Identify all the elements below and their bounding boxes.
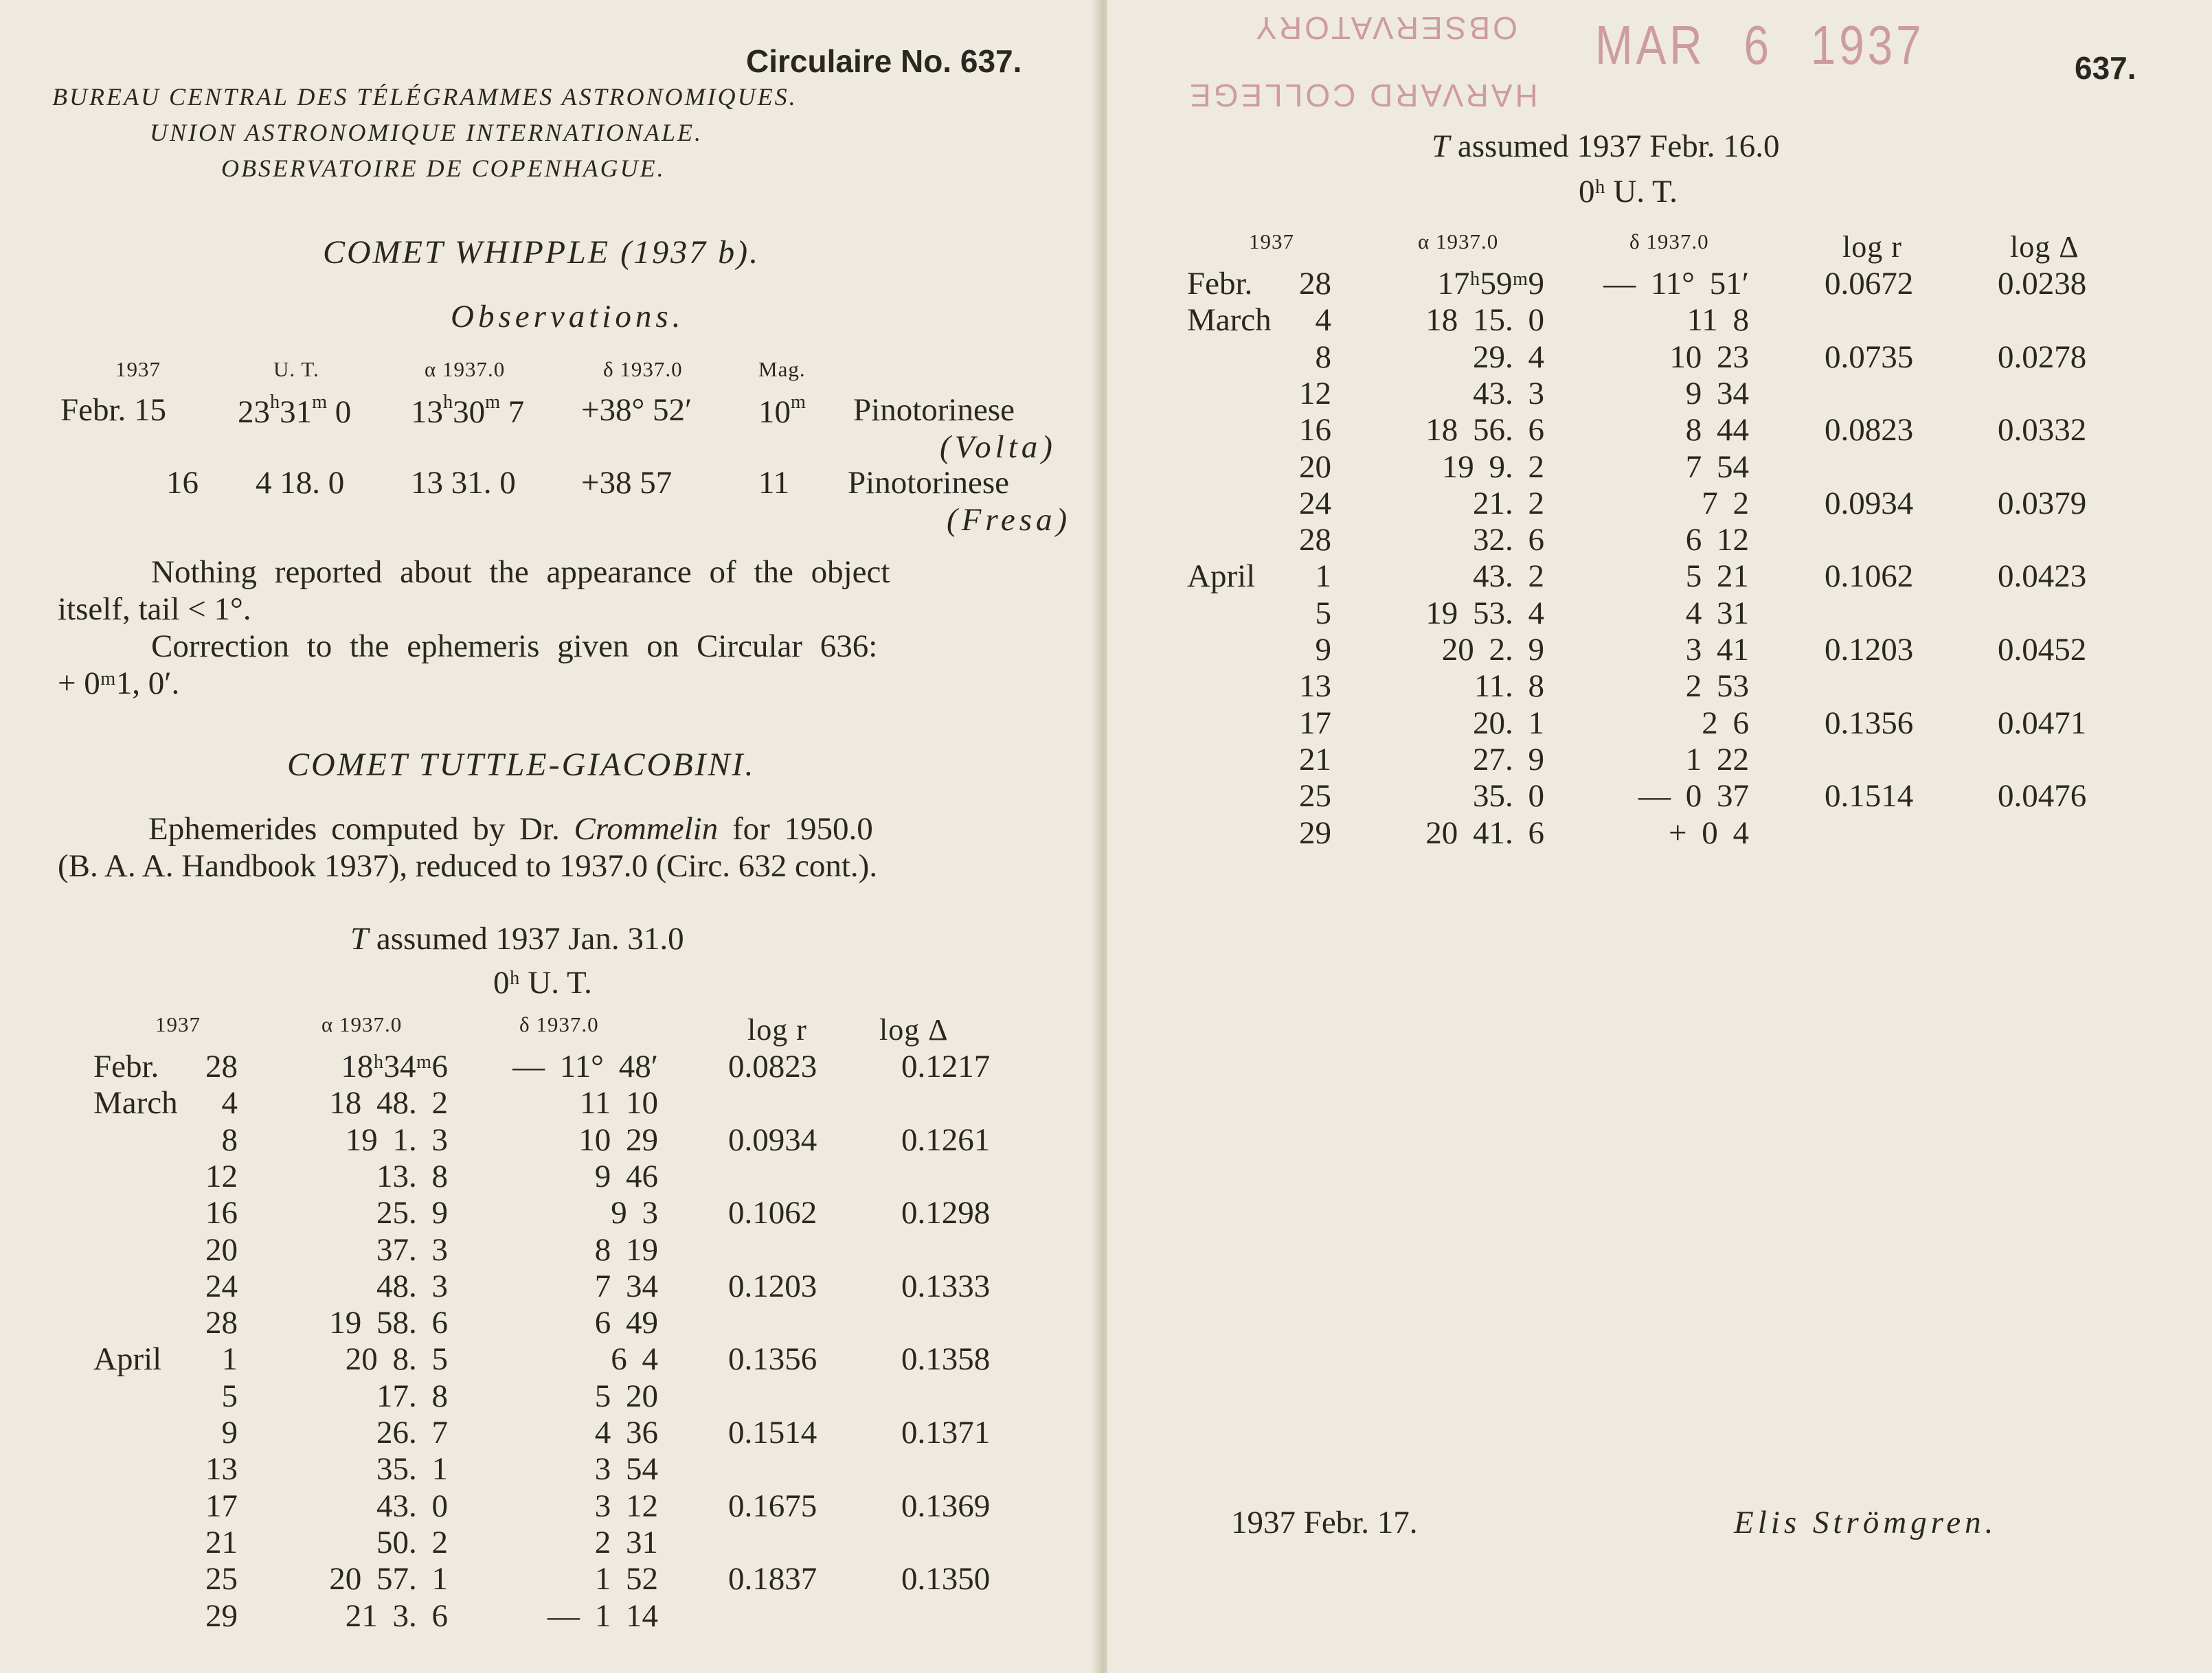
left-row-0-col-4: 0.0823	[728, 1049, 817, 1084]
right-row-11-col-2: 11. 8	[1474, 668, 1544, 705]
right-row-4-col-4: 0.0823	[1825, 412, 1914, 448]
right-row-13-col-1: 21	[1299, 741, 1331, 777]
left-row-3-col-1: 12	[205, 1158, 238, 1194]
left-row-14-col-3: 1 52	[594, 1561, 658, 1597]
obs-row1-mag: 10$^m$	[758, 391, 806, 431]
right-row-2-col-3: 10 23	[1669, 339, 1749, 375]
left-row-12-col-1: 17	[205, 1488, 238, 1524]
left-row-14-col-4: 0.1837	[728, 1561, 817, 1597]
obs-header-ra: α 1937.0	[425, 357, 506, 381]
right-row-13-col-2: 27. 9	[1473, 741, 1544, 777]
stamp-observatory: OBSERVATORY	[1253, 10, 1517, 46]
table-a-assumed: T assumed 1937 Jan. 31.0	[350, 921, 684, 957]
signature: Elis Strömgren.	[1734, 1505, 1998, 1540]
left-row-10-col-3: 4 36	[594, 1415, 658, 1450]
right-row-4-col-1: 16	[1299, 412, 1331, 448]
right-row-2-col-4: 0.0735	[1825, 339, 1914, 375]
right-row-5-col-2: 19 9. 2	[1441, 448, 1544, 485]
right-row-10-col-5: 0.0452	[1998, 632, 2087, 668]
right-row-10-col-4: 0.1203	[1825, 632, 1914, 668]
left-row-13-col-1: 21	[205, 1524, 238, 1560]
left-row-14-col-2: 20 57. 1	[329, 1561, 448, 1597]
left-row-11-col-2: 35. 1	[376, 1451, 448, 1488]
right-row-12-col-1: 17	[1299, 705, 1331, 741]
left-row-11-col-3: 3 54	[594, 1451, 658, 1488]
right-row-4-col-2: 18 56. 6	[1425, 412, 1544, 448]
right-row-6-col-4: 0.0934	[1825, 485, 1914, 521]
left-row-1-col-0: March	[93, 1085, 178, 1122]
right-row-8-col-5: 0.0423	[1998, 558, 2087, 595]
right-row-14-col-3: — 0 37	[1638, 778, 1749, 815]
left-row-12-col-2: 43. 0	[376, 1488, 448, 1524]
right-row-6-col-2: 21. 2	[1473, 485, 1544, 521]
left-row-5-col-3: 8 19	[594, 1231, 658, 1268]
left-row-8-col-2: 20 8. 5	[345, 1341, 448, 1378]
circular-number: Circulaire No. 637.	[746, 43, 1022, 79]
right-row-12-col-5: 0.0471	[1998, 705, 2087, 741]
left-row-2-col-3: 10 29	[578, 1122, 658, 1158]
right-row-14-col-4: 0.1514	[1825, 778, 1914, 815]
left-row-4-col-1: 16	[205, 1195, 238, 1231]
obs-header-mag: Mag.	[758, 357, 806, 381]
right-table-header-1: α 1937.0	[1418, 229, 1499, 253]
left-row-2-col-5: 0.1261	[901, 1122, 991, 1158]
left-row-6-col-5: 0.1333	[901, 1268, 991, 1304]
right-row-2-col-1: 8	[1315, 339, 1331, 375]
right-row-11-col-3: 2 53	[1685, 668, 1749, 705]
right-row-1-col-3: 11 8	[1686, 302, 1749, 339]
right-table-header-0: 1937	[1249, 229, 1294, 253]
obs-row2-date: 16	[166, 465, 199, 501]
right-row-1-col-2: 18 15. 0	[1425, 302, 1544, 339]
left-table-header-0: 1937	[155, 1012, 201, 1036]
right-row-8-col-4: 0.1062	[1825, 558, 1914, 595]
left-row-6-col-2: 48. 3	[376, 1268, 448, 1304]
right-row-0-col-1: 28	[1299, 266, 1331, 301]
right-row-15-col-2: 20 41. 6	[1425, 815, 1544, 851]
right-row-14-col-2: 35. 0	[1473, 778, 1544, 815]
left-table-header-1: α 1937.0	[321, 1012, 403, 1036]
correction-line-2: + 0ᵐ1, 0′.	[58, 665, 180, 701]
left-row-12-col-4: 0.1675	[728, 1488, 817, 1524]
right-row-3-col-2: 43. 3	[1473, 375, 1544, 411]
ephemerides-line-1: Ephemerides computed by Dr. Crommelin for 1950.0	[148, 811, 873, 847]
observations-heading: Observations.	[451, 299, 685, 334]
right-row-0-col-4: 0.0672	[1825, 266, 1914, 301]
left-table-header-3: log r	[747, 1013, 807, 1047]
left-row-8-col-1: 1	[221, 1341, 238, 1378]
left-row-3-col-2: 13. 8	[376, 1158, 448, 1194]
right-row-12-col-4: 0.1356	[1825, 705, 1914, 741]
right-row-0-col-0: Febr.	[1187, 266, 1253, 301]
stamp-harvard-college: HARVARD COLLEGE	[1187, 78, 1538, 113]
left-row-0-col-1: 28	[205, 1049, 238, 1084]
right-table-header-3: log r	[1842, 230, 1902, 264]
right-row-5-col-3: 7 54	[1685, 448, 1749, 485]
right-row-10-col-3: 3 41	[1685, 632, 1749, 668]
left-row-12-col-3: 3 12	[594, 1488, 658, 1524]
left-table-header-4: log Δ	[879, 1013, 949, 1047]
right-row-6-col-1: 24	[1299, 485, 1331, 521]
obs-row1-ut: 23$^h$31$^m$ 0	[238, 391, 352, 431]
left-row-9-col-3: 5 20	[594, 1378, 658, 1414]
right-row-10-col-1: 9	[1315, 632, 1331, 668]
left-row-12-col-5: 0.1369	[901, 1488, 991, 1524]
left-row-7-col-1: 28	[205, 1305, 238, 1341]
obs-row1-observer: Pinotorinese	[853, 392, 1015, 428]
left-row-7-col-2: 19 58. 6	[329, 1305, 448, 1341]
left-row-9-col-1: 5	[221, 1378, 238, 1414]
left-table-header-2: δ 1937.0	[519, 1012, 599, 1036]
left-row-8-col-4: 0.1356	[728, 1341, 817, 1378]
right-row-14-col-5: 0.0476	[1998, 778, 2087, 815]
left-row-8-col-0: April	[93, 1341, 162, 1378]
left-row-7-col-3: 6 49	[594, 1305, 658, 1341]
obs-row2-ut: 4 18. 0	[256, 465, 345, 501]
right-table-header-2: δ 1937.0	[1629, 229, 1709, 253]
left-row-4-col-4: 0.1062	[728, 1195, 817, 1231]
right-row-3-col-3: 9 34	[1685, 375, 1749, 411]
right-row-0-col-5: 0.0238	[1998, 266, 2087, 301]
right-row-15-col-3: + 0 4	[1668, 815, 1749, 851]
obs-row2-note: (Fresa)	[947, 502, 1072, 538]
right-row-9-col-1: 5	[1315, 595, 1331, 631]
left-row-4-col-2: 25. 9	[376, 1195, 448, 1231]
left-row-14-col-1: 25	[205, 1561, 238, 1597]
left-row-13-col-3: 2 31	[594, 1524, 658, 1560]
comet-tuttle-giacobini-title: COMET TUTTLE-GIACOBINI.	[287, 747, 756, 783]
right-row-6-col-3: 7 2	[1702, 485, 1749, 521]
left-row-1-col-1: 4	[221, 1085, 238, 1122]
right-row-0-col-3: — 11° 51′	[1603, 266, 1749, 301]
left-row-0-col-3: — 11° 48′	[512, 1049, 658, 1084]
left-row-5-col-2: 37. 3	[376, 1231, 448, 1268]
left-row-2-col-2: 19 1. 3	[345, 1122, 448, 1158]
right-row-15-col-1: 29	[1299, 815, 1331, 851]
right-row-7-col-2: 32. 6	[1473, 522, 1544, 558]
table-b-assumed: T assumed 1937 Febr. 16.0	[1432, 128, 1780, 164]
right-row-13-col-3: 1 22	[1685, 741, 1749, 777]
table-b-ut: 0ʰ U. T.	[1579, 174, 1678, 209]
left-row-6-col-4: 0.1203	[728, 1268, 817, 1304]
right-row-8-col-3: 5 21	[1685, 558, 1749, 595]
right-page	[1107, 0, 2212, 1673]
left-row-9-col-2: 17. 8	[376, 1378, 448, 1414]
obs-row2-ra: 13 31. 0	[411, 465, 516, 501]
obs-header-dec: δ 1937.0	[603, 357, 683, 381]
right-table-header-4: log Δ	[2010, 230, 2079, 264]
right-row-6-col-5: 0.0379	[1998, 485, 2087, 521]
left-row-4-col-5: 0.1298	[901, 1195, 991, 1231]
left-row-15-col-2: 21 3. 6	[345, 1597, 448, 1634]
right-row-7-col-1: 28	[1299, 522, 1331, 558]
left-row-8-col-5: 0.1358	[901, 1341, 991, 1378]
left-row-1-col-2: 18 48. 2	[329, 1085, 448, 1122]
right-row-2-col-2: 29. 4	[1473, 339, 1544, 375]
right-row-11-col-1: 13	[1299, 668, 1331, 705]
right-row-8-col-2: 43. 2	[1473, 558, 1544, 595]
institution-line-1: BUREAU CENTRAL DES TÉLÉGRAMMES ASTRONOMIQUES.	[52, 83, 798, 111]
left-row-13-col-2: 50. 2	[376, 1524, 448, 1560]
left-row-15-col-1: 29	[205, 1597, 238, 1634]
obs-row1-date: Febr. 15	[60, 392, 167, 428]
right-row-8-col-1: 1	[1315, 558, 1331, 595]
right-row-3-col-1: 12	[1299, 375, 1331, 411]
left-row-6-col-1: 24	[205, 1268, 238, 1304]
left-row-0-col-2: 18ʰ34ᵐ6	[341, 1049, 448, 1084]
right-row-9-col-2: 19 53. 4	[1425, 595, 1544, 631]
obs-header-ut: U. T.	[273, 357, 319, 381]
obs-row2-mag: 11	[758, 465, 790, 501]
left-row-3-col-3: 9 46	[594, 1158, 658, 1194]
right-row-4-col-3: 8 44	[1685, 412, 1749, 448]
left-row-2-col-4: 0.0934	[728, 1122, 817, 1158]
right-row-1-col-0: March	[1187, 302, 1272, 339]
obs-row2-observer: Pinotorinese	[848, 465, 1009, 501]
left-row-10-col-5: 0.1371	[901, 1415, 991, 1450]
institution-line-2: UNION ASTRONOMIQUE INTERNATIONALE.	[150, 119, 703, 146]
obs-header-year: 1937	[115, 357, 161, 381]
left-page	[0, 0, 1099, 1673]
right-row-4-col-5: 0.0332	[1998, 412, 2087, 448]
left-row-10-col-2: 26. 7	[376, 1415, 448, 1450]
obs-row1-dec: +38° 52′	[581, 392, 692, 428]
obs-row1-note: (Volta)	[940, 429, 1057, 465]
ephemerides-line-2: (B. A. A. Handbook 1937), reduced to 1937.0 (Circ. 632 cont.).	[58, 848, 878, 884]
correction-line-1: Correction to the ephemeris given on Circular 636:	[151, 628, 878, 664]
remark-line-2: itself, tail < 1°.	[58, 591, 251, 627]
right-row-7-col-3: 6 12	[1685, 522, 1749, 558]
comet-whipple-title: COMET WHIPPLE (1937 b).	[323, 234, 760, 271]
right-row-14-col-1: 25	[1299, 778, 1331, 815]
obs-row2-dec: +38 57	[581, 465, 673, 501]
right-row-12-col-2: 20. 1	[1473, 705, 1544, 741]
left-row-0-col-5: 0.1217	[901, 1049, 991, 1084]
left-row-10-col-1: 9	[221, 1415, 238, 1450]
circular-date: 1937 Febr. 17.	[1231, 1505, 1418, 1540]
left-row-0-col-0: Febr.	[93, 1049, 159, 1084]
institution-line-3: OBSERVATOIRE DE COPENHAGUE.	[221, 155, 666, 182]
left-row-6-col-3: 7 34	[594, 1268, 658, 1304]
right-row-12-col-3: 2 6	[1702, 705, 1749, 741]
left-row-1-col-3: 11 10	[579, 1085, 658, 1122]
left-row-2-col-1: 8	[221, 1122, 238, 1158]
right-row-0-col-2: 17ʰ59ᵐ9	[1437, 266, 1544, 301]
right-row-1-col-1: 4	[1315, 302, 1331, 339]
right-row-2-col-5: 0.0278	[1998, 339, 2087, 375]
page-number: 637.	[2075, 50, 2136, 86]
left-row-10-col-4: 0.1514	[728, 1415, 817, 1450]
right-row-8-col-0: April	[1187, 558, 1256, 595]
left-row-4-col-3: 9 3	[611, 1195, 658, 1231]
left-row-8-col-3: 6 4	[611, 1341, 658, 1378]
right-row-9-col-3: 4 31	[1685, 595, 1749, 631]
stamp-received-date: MAR 6 1937	[1595, 14, 1925, 76]
right-row-5-col-1: 20	[1299, 448, 1331, 485]
left-row-5-col-1: 20	[205, 1231, 238, 1268]
crommelin-name: Crommelin	[574, 811, 719, 847]
left-row-14-col-5: 0.1350	[901, 1561, 991, 1597]
right-row-10-col-2: 20 2. 9	[1441, 632, 1544, 668]
remark-line-1: Nothing reported about the appearance of the object	[151, 554, 890, 590]
obs-row1-ra: 13$^h$30$^m$ 7	[411, 391, 525, 431]
left-row-11-col-1: 13	[205, 1451, 238, 1488]
left-row-15-col-3: — 1 14	[548, 1597, 658, 1634]
table-a-ut: 0ʰ U. T.	[493, 965, 592, 1001]
